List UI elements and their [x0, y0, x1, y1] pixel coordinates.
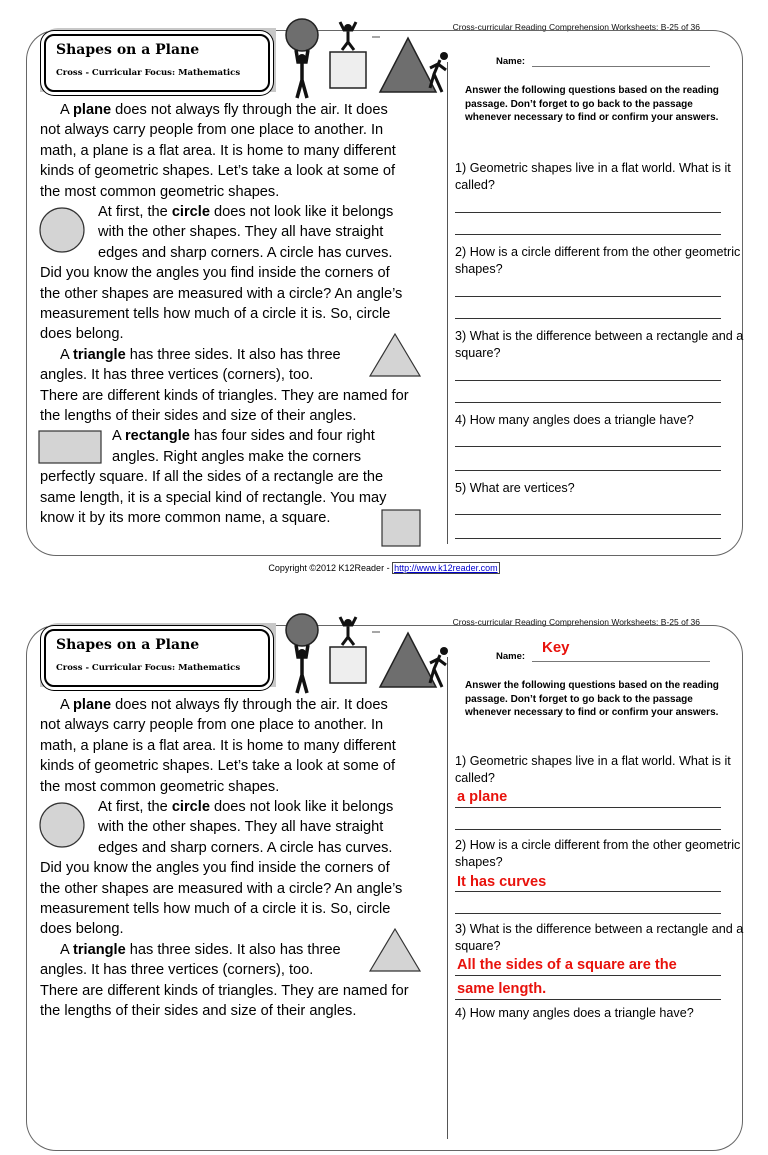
passage-line: perfectly square. If all the sides of a rectangle are the [40, 469, 384, 486]
answer-key-label: Key [542, 639, 570, 656]
instructions: Answer the following questions based on the reading passage. Don’t forget to go back to the passage whenever necessary to find or confirm your answers. [465, 85, 719, 123]
passage-line: angles. It has three vertices (corners), too. [40, 367, 314, 384]
passage-line: does belong. [40, 921, 124, 938]
passage-line: kinds of geometric shapes. Let’s take a look at some of [40, 758, 396, 775]
answer-line[interactable] [455, 975, 721, 976]
question-2: 2) How is a circle different from the other geometric shapes? [455, 838, 741, 869]
answer-3-line-1: All the sides of a square are the [457, 957, 677, 973]
question-5: 5) What are vertices? [455, 481, 575, 495]
answer-line[interactable] [455, 891, 721, 892]
passage-line: measurement tells how much of a circle it is. So, circle [40, 901, 391, 917]
answer-line[interactable] [455, 380, 721, 381]
worksheet-blank [0, 0, 768, 573]
answer-line[interactable] [455, 829, 721, 830]
answer-line[interactable] [455, 538, 721, 539]
passage-line: angles. It has three vertices (corners), too. [40, 962, 314, 979]
answer-line[interactable] [455, 212, 721, 213]
worksheet-title: Shapes on a Plane [56, 42, 200, 58]
question-3: 3) What is the difference between a rectangle and a square? [455, 922, 744, 953]
answer-3-line-2: same length. [457, 981, 547, 997]
question-2: 2) How is a circle different from the other geometric shapes? [455, 245, 741, 276]
instructions: Answer the following questions based on the reading passage. Don’t forget to go back to the passage whenever necessary to find or confirm your answers. [465, 680, 719, 718]
circle-shape [38, 206, 86, 254]
passage-line: not always carry people from one place to another. In [40, 717, 384, 734]
shapes-people-illustration [284, 18, 456, 104]
passage-line: the other shapes are measured with a circle? An angle’s [40, 880, 403, 897]
passage-line: the lengths of their sides and size of their angles. [40, 1003, 357, 1019]
passage-line: There are different kinds of triangles. They are named for [40, 387, 409, 404]
passage-line: the most common geometric shapes. [40, 183, 280, 200]
question-4: 4) How many angles does a triangle have? [455, 413, 694, 427]
passage-line: There are different kinds of triangles. They are named for [40, 982, 409, 999]
passage-line: kinds of geometric shapes. Let’s take a look at some of [40, 163, 396, 180]
name-label: Name: [496, 651, 526, 662]
circle-shape [38, 801, 86, 849]
passage-line: A rectangle has four sides and four right [112, 428, 375, 445]
answer-line[interactable] [455, 514, 721, 515]
passage-line: same length, it is a special kind of rectangle. You may [40, 489, 387, 506]
passage-line: edges and sharp corners. A circle has curves. [98, 839, 393, 856]
name-field[interactable] [532, 661, 710, 662]
answer-line[interactable] [455, 999, 721, 1000]
triangle-shape [368, 332, 422, 378]
passage-line: edges and sharp corners. A circle has curves. [98, 244, 393, 261]
answer-line[interactable] [455, 318, 721, 319]
title-box [44, 34, 270, 92]
passage-line: the other shapes are measured with a circle? An angle’s [40, 285, 403, 302]
passage-line: A plane does not always fly through the air. It does [60, 102, 388, 118]
header-line: Cross-curricular Reading Comprehension Worksheets: B-25 of 36 [452, 617, 700, 627]
column-divider [447, 657, 448, 1139]
name-field[interactable] [532, 66, 710, 67]
passage-line: A triangle has three sides. It also has three [60, 941, 341, 958]
passage-line: does belong. [40, 326, 124, 343]
title-box [44, 629, 270, 687]
passage-line: A plane does not always fly through the air. It does [60, 697, 388, 713]
triangle-shape [368, 927, 422, 973]
answer-line[interactable] [455, 446, 721, 447]
copyright: Copyright ©2012 K12Reader - http://www.k12reader.com [268, 563, 498, 573]
passage-line: measurement tells how much of a circle it is. So, circle [40, 306, 391, 322]
answer-line[interactable] [455, 234, 721, 235]
answer-2: It has curves [457, 874, 547, 890]
answer-line[interactable] [455, 807, 721, 808]
passage-line: At first, the circle does not look like it belongs [98, 204, 394, 220]
passage-line: A triangle has three sides. It also has three [60, 346, 341, 363]
answer-1: a plane [457, 789, 508, 805]
question-3: 3) What is the difference between a rectangle and a square? [455, 329, 744, 360]
answer-line[interactable] [455, 296, 721, 297]
passage-line: Did you know the angles you find inside the corners of [40, 860, 390, 877]
passage-line: the most common geometric shapes. [40, 778, 280, 795]
worksheet-title: Shapes on a Plane [56, 637, 200, 653]
answer-line[interactable] [455, 402, 721, 403]
square-shape [381, 509, 423, 549]
header-line: Cross-curricular Reading Comprehension Worksheets: B-25 of 36 [452, 22, 700, 32]
question-4: 4) How many angles does a triangle have? [455, 1006, 694, 1020]
passage-line: math, a plane is a flat area. It is home to many different [40, 737, 396, 754]
passage-line: know it by its more common name, a square. [40, 510, 331, 526]
passage-line: angles. Right angles make the corners [112, 448, 362, 465]
passage-line: At first, the circle does not look like it belongs [98, 799, 394, 815]
question-1: 1) Geometric shapes live in a flat world. What is it called? [455, 161, 731, 192]
rectangle-shape [38, 430, 102, 464]
worksheet-answer-key [0, 595, 768, 1155]
passage-line: the lengths of their sides and size of their angles. [40, 408, 357, 424]
worksheet-subtitle: Cross - Curricular Focus: Mathematics [56, 663, 241, 673]
worksheet-subtitle: Cross - Curricular Focus: Mathematics [56, 68, 241, 78]
question-1: 1) Geometric shapes live in a flat world. What is it called? [455, 754, 731, 785]
k12reader-link[interactable]: http://www.k12reader.com [394, 563, 498, 573]
name-label: Name: [496, 56, 526, 67]
column-divider [447, 62, 448, 544]
passage-line: with the other shapes. They all have straight [98, 224, 384, 241]
answer-line[interactable] [455, 470, 721, 471]
answer-line[interactable] [455, 913, 721, 914]
shapes-people-illustration [284, 613, 456, 699]
passage-line: math, a plane is a flat area. It is home to many different [40, 142, 396, 159]
passage-line: not always carry people from one place to another. In [40, 122, 384, 139]
passage-line: with the other shapes. They all have straight [98, 819, 384, 836]
passage-line: Did you know the angles you find inside the corners of [40, 265, 390, 282]
